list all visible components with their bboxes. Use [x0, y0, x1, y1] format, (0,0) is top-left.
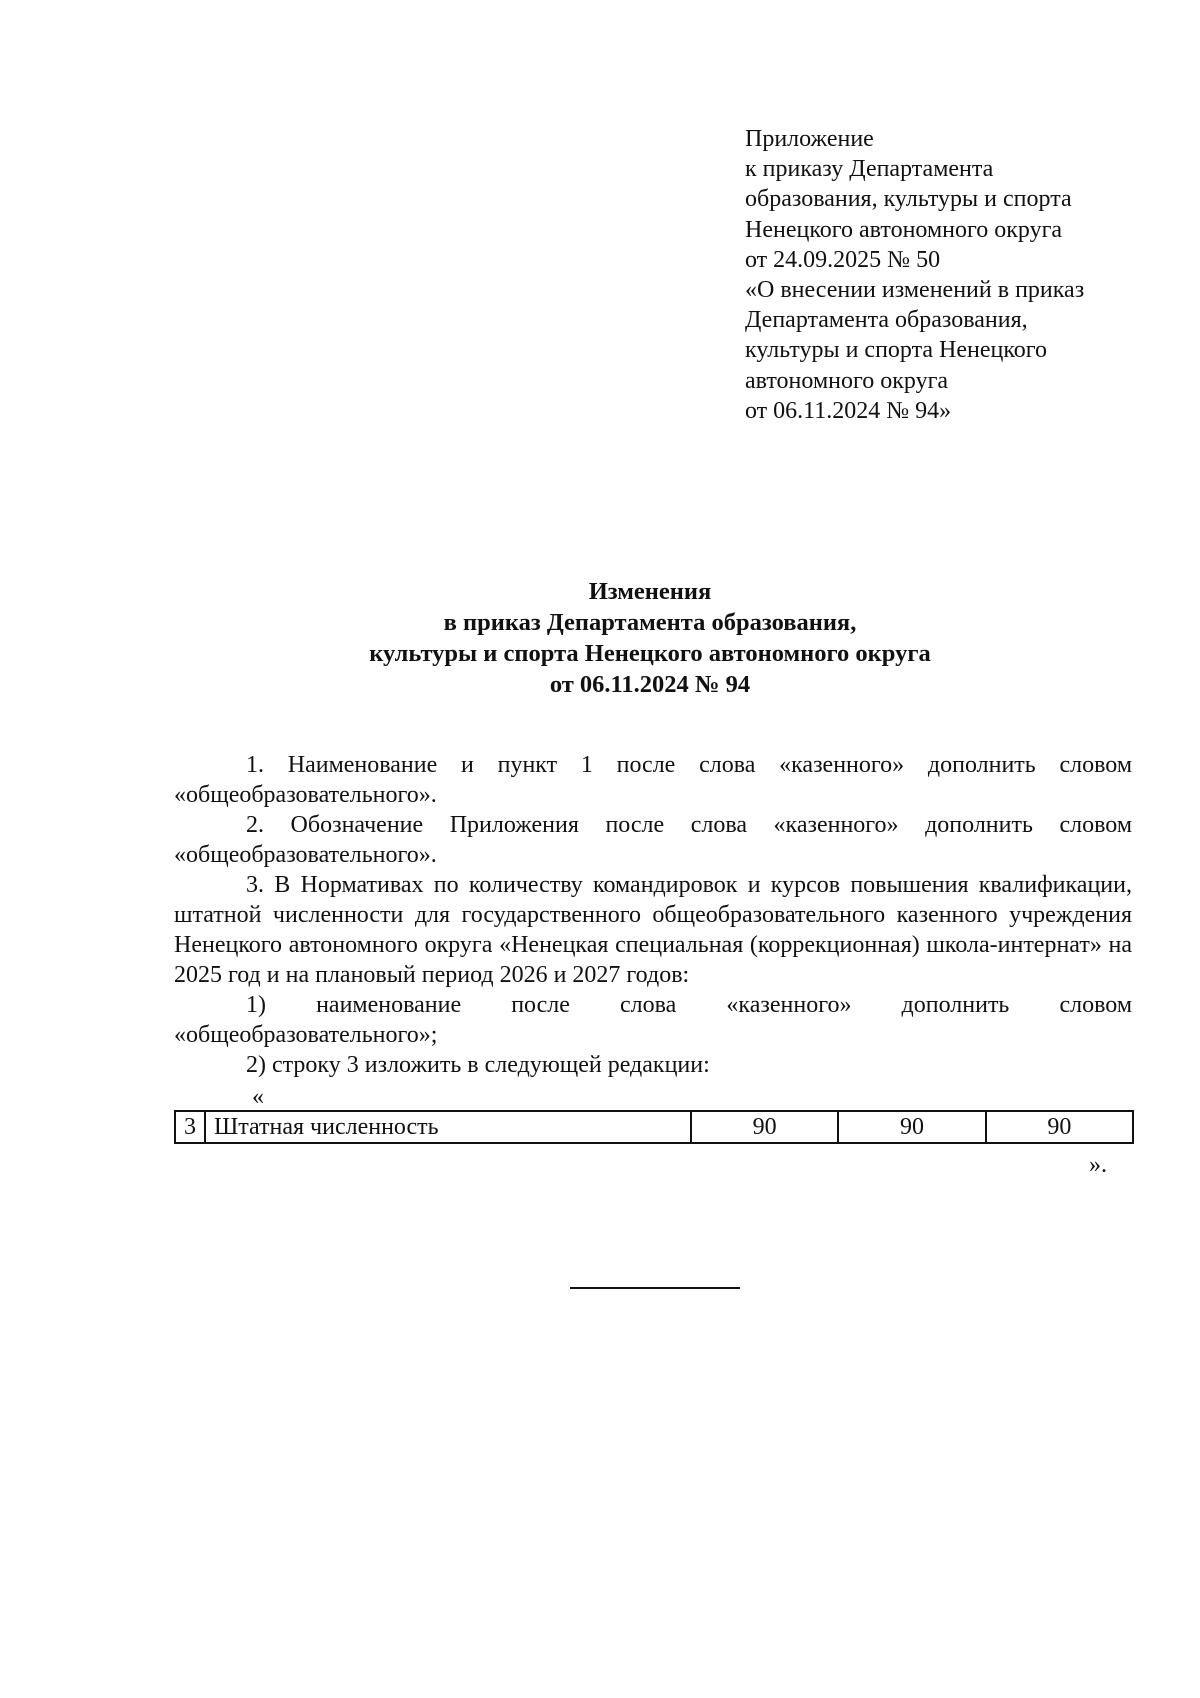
annex-block — [745, 124, 1175, 426]
table-row — [175, 1111, 1133, 1143]
paragraph-item-3: 3. В Нормативах по количеству командировок и курсов повышения квалификации, штатной численности для государственного общеобразовательного казенного учреждения Ненецкого автономного округа «Ненецкая специальная (коррекционная) школа-интернат» на 2025 год и на плановый период 2026 и 2027 годов: — [174, 872, 1132, 988]
value-2027-cell: 90 — [986, 1111, 1133, 1143]
annex-line: Ненецкого автономного округа — [745, 216, 1063, 243]
opening-quote: « — [252, 1084, 264, 1110]
annex-line: «О внесении изменений в приказ — [745, 277, 1085, 304]
subitem-2: 2) строку 3 изложить в следующей редакции: — [246, 1052, 710, 1078]
annex-line: к приказу Департамента — [745, 156, 994, 183]
annex-line: от 06.11.2024 № 94» — [745, 397, 952, 424]
document-body — [174, 750, 1132, 1180]
annex-line: от 24.09.2025 № 50 — [745, 246, 941, 273]
heading-line: в приказ Департамента образования, — [443, 609, 857, 636]
annex-line: образования, культуры и спорта — [745, 186, 1072, 213]
row-number-cell: 3 — [175, 1111, 205, 1143]
row-name-cell: Штатная численность — [205, 1111, 691, 1143]
end-divider — [570, 1287, 740, 1289]
annex-line: автономного округа — [745, 367, 949, 394]
paragraph-item-2: 2. Обозначение Приложения после слова «казенного» дополнить словом «общеобразовательного». — [174, 812, 1132, 868]
heading-line: культуры и спорта Ненецкого автономного округа — [369, 640, 931, 667]
subitem-1-line-2: «общеобразовательного»; — [174, 1022, 438, 1048]
annex-line: Департамента образования, — [745, 307, 1028, 334]
value-2025-cell: 90 — [691, 1111, 838, 1143]
replacement-row-table — [174, 1110, 1134, 1144]
paragraph-item-1: 1. Наименование и пункт 1 после слова «казенного» дополнить словом «общеобразовательного». — [174, 752, 1132, 808]
closing-quote: ». — [1089, 1152, 1107, 1178]
annex-line: культуры и спорта Ненецкого — [745, 337, 1048, 364]
annex-line: Приложение — [745, 126, 874, 152]
heading-line: от 06.11.2024 № 94 — [549, 671, 751, 698]
heading-title: Изменения — [588, 578, 712, 605]
subitem-1-line-1: 1) наименование после слова «казенного» дополнить словом — [246, 992, 1132, 1018]
value-2026-cell: 90 — [838, 1111, 985, 1143]
document-heading — [160, 576, 1140, 700]
